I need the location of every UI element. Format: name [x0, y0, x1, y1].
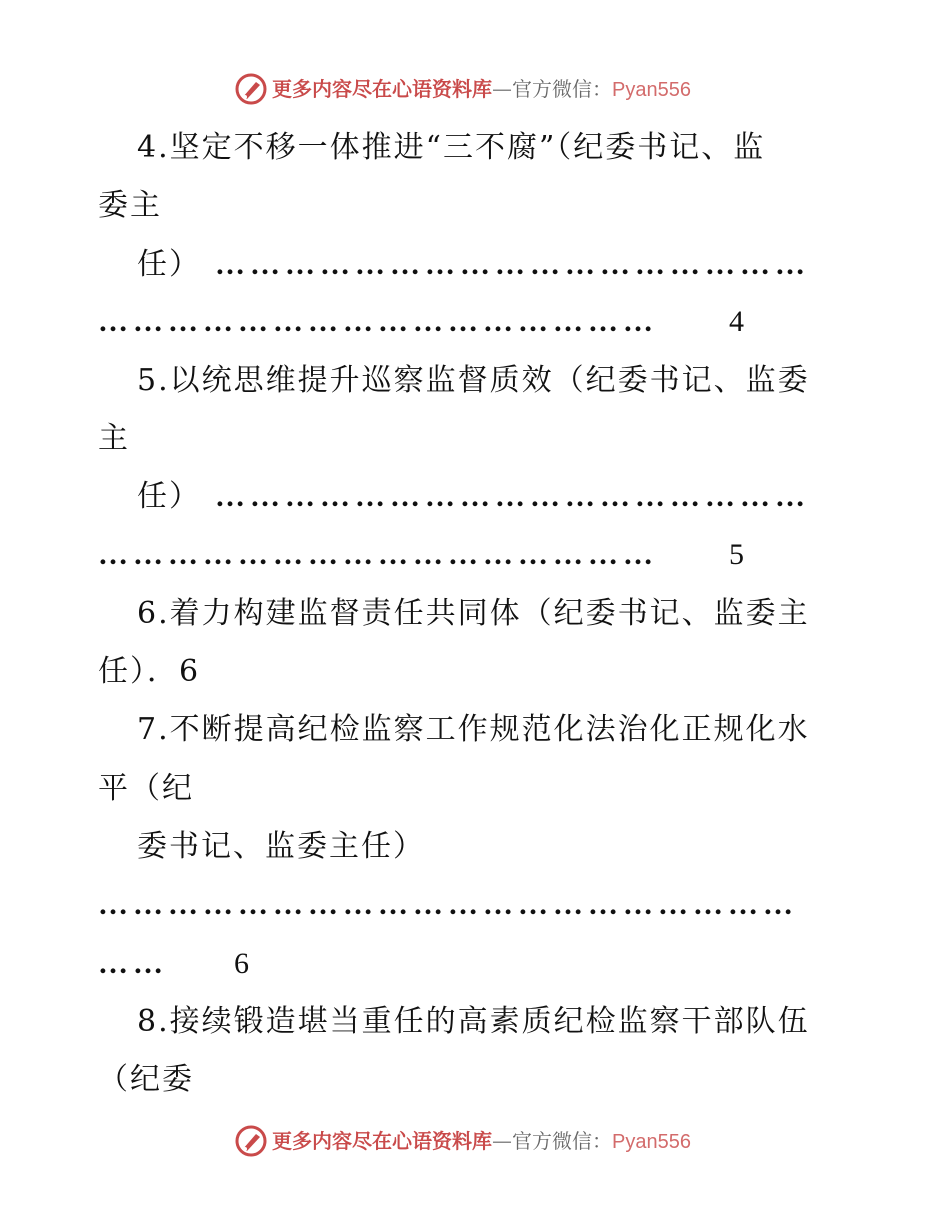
toc-entry-7-leader-b: ……: [98, 947, 168, 980]
toc-entry-5-line1: 5.以统思维提升巡察监督质效（纪委书记、监委: [137, 363, 810, 398]
toc-entry-6-line1: 6.着力构建监督责任共同体（纪委书记、监委主: [137, 596, 810, 631]
toc-entry-4-leader-b: …………………………………………: [98, 305, 658, 338]
pen-logo-icon: [234, 1124, 268, 1158]
toc-entry-7-leader-a: ……………………………………………………: [98, 888, 798, 921]
toc-entry-4-page: 4: [729, 305, 744, 338]
toc-entry-4-line2: 委主: [98, 188, 162, 223]
toc-entry-5-line3: 任）: [137, 479, 201, 514]
toc-entry-5-line2: 主: [98, 421, 130, 456]
banner-text: 更多内容尽在心语资料库—官方微信：Pyan556: [272, 1129, 691, 1153]
toc-entry-7-line2: 平（纪: [98, 771, 194, 806]
toc-entry-7-line3: 委书记、监委主任）: [137, 829, 425, 864]
toc-entry-8-line1: 8.接续锻造堪当重任的高素质纪检监察干部队伍: [137, 1004, 810, 1039]
toc-entry-7-line1: 7.不断提高纪检监察工作规范化法治化正规化水: [137, 712, 810, 747]
banner-text: 更多内容尽在心语资料库—官方微信：Pyan556: [272, 77, 691, 101]
toc-entry-4-line3: 任）: [137, 247, 201, 282]
pen-logo-icon: [234, 72, 268, 106]
toc-entry-7-page: 6: [234, 947, 249, 980]
toc-entry-4-leader-a: ……………………………………………: [215, 248, 810, 281]
footer-banner: [0, 1124, 950, 1158]
toc-entry-4-line1: 4.坚定不移一体推进“三不腐”（纪委书记、监: [137, 130, 766, 165]
toc-entry-5-leader-b: …………………………………………: [98, 538, 658, 571]
toc-entry-5-leader-a: ……………………………………………: [215, 480, 810, 513]
toc-entry-8-line2: （纪委: [98, 1062, 194, 1097]
toc-entry-6-line2: 任）．6: [98, 654, 201, 689]
header-banner: [0, 72, 950, 106]
toc-entry-5-page: 5: [729, 538, 744, 571]
